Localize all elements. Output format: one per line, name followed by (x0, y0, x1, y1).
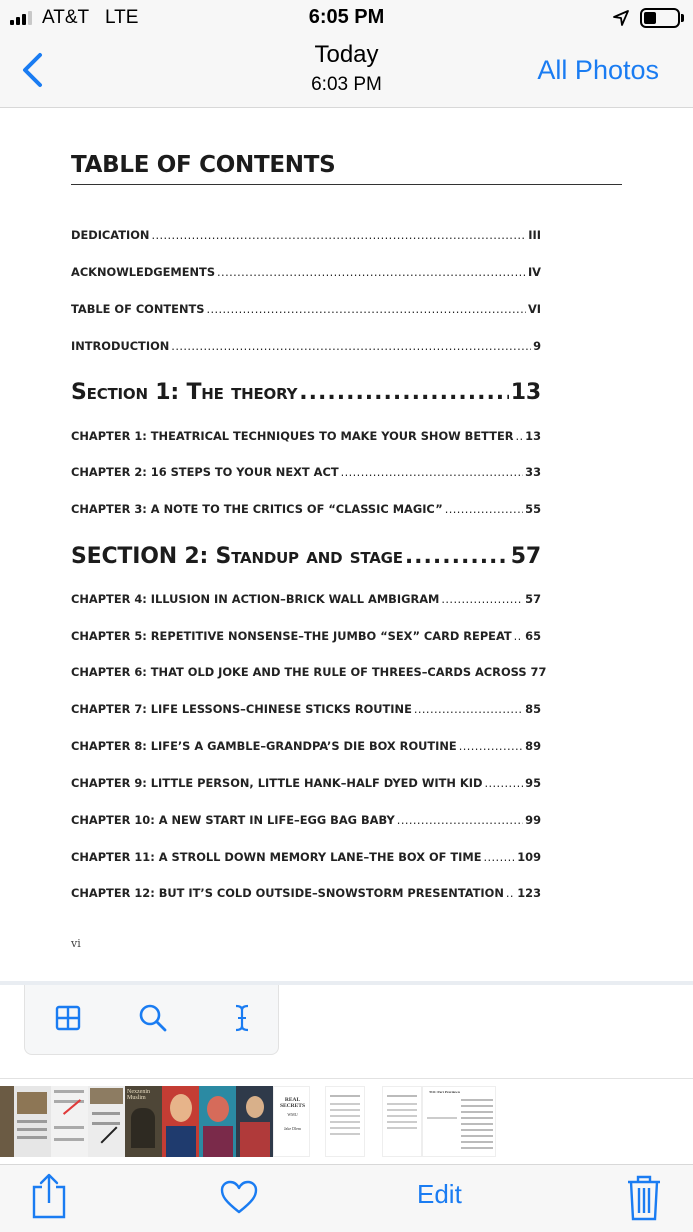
toc-section (71, 380, 541, 405)
thumbnail[interactable] (199, 1086, 236, 1157)
toc-entry-title: CHAPTER 9: LITTLE PERSON, LITTLE HANK–HALF DYED WITH KID (71, 776, 483, 790)
delete-button[interactable] (626, 1173, 662, 1221)
toc-entry-page: 109 (517, 850, 541, 864)
toc-entry-title: INTRODUCTION (71, 339, 170, 353)
toc-entry-title: CHAPTER 4: ILLUSION IN ACTION–BRICK WALL AMBIGRAM (71, 592, 440, 606)
thumbnail[interactable] (236, 1086, 273, 1157)
nav-bar (0, 36, 693, 108)
toc-entry (71, 465, 541, 479)
toc-entry (71, 702, 541, 716)
toc-entry (71, 339, 541, 353)
toc-entry (71, 776, 541, 790)
toc-entry-page: 9 (533, 339, 541, 353)
grid-icon[interactable] (53, 1003, 83, 1033)
network-label: LTE (105, 7, 139, 28)
toc-entry (71, 886, 541, 900)
trash-icon (628, 1177, 660, 1219)
thumbnail[interactable] (325, 1086, 365, 1157)
toc-entry-page: 99 (525, 813, 541, 827)
toc-entry-title: ACKNOWLEDGEMENTS (71, 265, 216, 279)
toc-entry-title: DEDICATION (71, 228, 150, 242)
toc-entry-page: 13 (525, 429, 541, 443)
markup-toolbar (24, 985, 279, 1055)
toc-entry (71, 502, 541, 516)
toc-section-title: SECTION 2: Standup and stage (71, 544, 403, 569)
text-cursor-icon[interactable] (227, 1003, 257, 1033)
thumbnail-real-secrets-title: REAL SECRETS (279, 1097, 306, 1109)
thumbnail[interactable] (382, 1086, 422, 1157)
thumbnail[interactable] (14, 1086, 51, 1157)
thumbnail[interactable] (0, 1086, 14, 1157)
toc-entry (71, 302, 541, 316)
toc-entry-title: CHAPTER 12: BUT IT’S COLD OUTSIDE–SNOWSTORM PRESENTATION (71, 886, 504, 900)
thumbnail[interactable] (88, 1086, 125, 1157)
toc-entry-title: TABLE OF CONTENTS (71, 302, 205, 316)
toc-entry (71, 429, 541, 443)
all-photos-button[interactable]: All Photos (537, 55, 659, 85)
nav-subtitle: 6:03 PM (311, 74, 382, 95)
status-time: 6:05 PM (308, 6, 385, 28)
toc-entry-title: CHAPTER 2: 16 STEPS TO YOUR NEXT ACT (71, 465, 339, 479)
thumbnail-real-secrets-author: Jake Dlem (284, 1127, 301, 1131)
heart-icon (222, 1182, 256, 1212)
document-page (0, 108, 693, 981)
toc-entry-page: VI (527, 302, 541, 316)
toc-entry-page: 89 (525, 739, 541, 753)
favorite-button[interactable] (219, 1179, 259, 1215)
location-arrow-icon (612, 9, 630, 27)
toc-entry-page: 95 (525, 776, 541, 790)
carrier-label: AT&T (42, 7, 90, 28)
toc-entry-page: 55 (525, 502, 541, 516)
nav-title: Today (314, 41, 379, 68)
toc-entry-title: CHAPTER 5: REPETITIVE NONSENSE–THE JUMBO “SEX” CARD REPEAT (71, 629, 512, 643)
toc-entry (71, 592, 541, 606)
thumbnail-real-secrets-sub: WMU (287, 1113, 298, 1117)
toc-entry-page: 65 (525, 629, 541, 643)
status-bar (0, 0, 693, 36)
thumbnail-book-title: Nexzenin Muslim (127, 1089, 150, 1101)
toc-entry (71, 265, 541, 279)
toc-entry-title: CHAPTER 3: A NOTE TO THE CRITICS OF “CLASSIC MAGIC” (71, 502, 443, 516)
toc-entry-title: CHAPTER 7: LIFE LESSONS–CHINESE STICKS ROUTINE (71, 702, 412, 716)
toc-entry-title: CHAPTER 6: THAT OLD JOKE AND THE RULE OF THREES–CARDS ACROSS (71, 665, 527, 679)
edit-button[interactable]: Edit (417, 1179, 462, 1209)
toc-entry-page: 57 (525, 592, 541, 606)
thumbnail[interactable] (162, 1086, 199, 1157)
bottom-toolbar (0, 1164, 693, 1232)
thumbnail-selected[interactable] (422, 1086, 496, 1157)
battery-icon (640, 8, 680, 28)
thumbnail-doc-title: TOC Part Prerdown (429, 1090, 460, 1094)
toc-entry-page: 85 (525, 702, 541, 716)
toc-entry (71, 813, 541, 827)
toc-entry (71, 665, 547, 679)
toc-section-page: 57 (510, 544, 541, 569)
page-number: vi (71, 937, 81, 950)
toc-entry-page: 33 (525, 465, 541, 479)
toc-entry-title: CHAPTER 11: A STROLL DOWN MEMORY LANE–THE BOX OF TIME (71, 850, 482, 864)
toc-entry-page: 77 (530, 665, 547, 679)
toc-entry-title: CHAPTER 1: THEATRICAL TECHNIQUES TO MAKE YOUR SHOW BETTER (71, 429, 514, 443)
thumbnail[interactable] (273, 1086, 310, 1157)
toc-entry (71, 739, 541, 753)
toc-entry-page: III (528, 228, 541, 242)
toc-entry (71, 228, 541, 242)
battery-cap (681, 14, 684, 22)
share-button[interactable] (30, 1171, 68, 1219)
markup-area (0, 981, 693, 1079)
share-icon (34, 1175, 64, 1217)
thumbnail-strip[interactable] (0, 1079, 693, 1164)
toc-entry (71, 850, 541, 864)
toc-section-page: 13 (510, 380, 541, 405)
toc-section-title: Section 1: The theory (71, 380, 298, 405)
thumbnail[interactable] (125, 1086, 162, 1157)
toc-entry (71, 629, 541, 643)
toc-entry-title: CHAPTER 8: LIFE’S A GAMBLE–GRANDPA’S DIE BOX ROUTINE (71, 739, 457, 753)
toc-entry-page: IV (527, 265, 541, 279)
doc-heading: TABLE OF CONTENTS (71, 152, 622, 185)
toc-entry-page: 123 (517, 886, 541, 900)
toc-section (71, 544, 541, 569)
thumbnail[interactable] (51, 1086, 88, 1157)
search-icon[interactable] (138, 1003, 168, 1033)
toc-entry-title: CHAPTER 10: A NEW START IN LIFE–EGG BAG BABY (71, 813, 395, 827)
